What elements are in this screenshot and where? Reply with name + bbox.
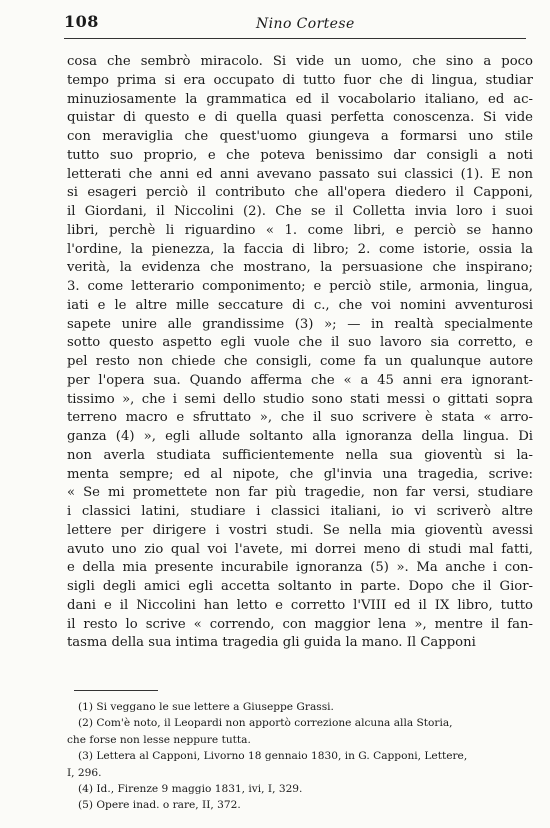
text-line: « Se mi promettete non far più tragedie, non far versi, studiare <box>67 485 533 501</box>
text-line: tissimo », che i semi dello studio sono stati messi o gittati sopra <box>67 391 533 407</box>
text-line: pel resto non chiede che consigli, come fa un qualunque autore <box>67 354 533 369</box>
text-line: libri, perchè li riguardino « 1. come libri, e perciò se hanno <box>67 222 533 238</box>
text-line: sotto questo aspetto egli vuole che il suo lavoro sia corretto, e <box>67 335 533 351</box>
text-line: verità, la evidenza che mostrano, la persuasione che inspirano; <box>67 260 533 276</box>
text-line: iati e le altre mille seccature di c., che voi nomini avventurosi <box>67 297 533 313</box>
text-line: l'ordine, la pienezza, la faccia di libro; 2. come istorie, ossia la <box>67 241 533 257</box>
text-line: ganza (4) », egli allude soltanto alla ignoranza della lingua. Di <box>67 429 533 444</box>
text-line: menta sempre; ed al nipote, che gl'invia una tragedia, scrive: <box>67 466 533 482</box>
text-line: sapete unire alle grandissime (3) »; — in realtà specialmente <box>67 316 533 332</box>
text-line: con meraviglia che quest'uomo giungeva a formarsi uno stile <box>67 129 533 144</box>
footnote-line: (2) Com'è noto, il Leopardi non apportò correzione alcuna alla Storia, <box>78 717 453 730</box>
text-line: tutto suo proprio, e che poteva benissimo dar consigli a noti <box>67 147 533 163</box>
footnote-line: (1) Si veggano le sue lettere a Giuseppe Grassi. <box>78 701 334 713</box>
text-line: avuto uno zio qual voi l'avete, mi dorrei meno di studi mal fatti, <box>67 541 533 557</box>
text-line: quistar di questo e di quella quasi perfetta conoscenza. Si vide <box>67 110 533 126</box>
text-line: i classici latini, studiare i classici italiani, io vi scriverò altre <box>67 504 533 519</box>
footnote-rule <box>74 690 158 691</box>
text-line: lettere per dirigere i vostri studi. Se nella mia gioventù avessi <box>67 522 533 538</box>
footnote-line: I, 296. <box>67 766 102 779</box>
text-line: il Giordani, il Niccolini (2). Che se il Colletta invia loro i suoi <box>67 204 533 219</box>
footnote-line: (3) Lettera al Capponi, Livorno 18 gennaio 1830, in G. Capponi, Lettere, <box>78 750 468 763</box>
page-number: 108 <box>64 12 99 31</box>
text-line: terreno macro e sfruttato », che il suo scrivere è stata « arro- <box>67 410 533 426</box>
text-line: sigli degli amici egli accetta soltanto in parte. Dopo che il Gior- <box>67 579 533 594</box>
text-line: e della mia presente incurabile ignoranza (5) ». Ma anche i con- <box>67 560 533 576</box>
footnotes <box>67 700 533 815</box>
text-line: 3. come letterario componimento; e perciò stile, armonia, lingua, <box>67 279 533 294</box>
text-line: minuziosamente la grammatica ed il vocabolario italiano, ed ac- <box>67 91 533 107</box>
text-line: si esageri perciò il contributo che all'opera diedero il Capponi, <box>67 185 533 201</box>
text-line: per l'opera sua. Quando afferma che « a 45 anni era ignorant- <box>67 372 533 388</box>
text-line: il resto lo scrive « correndo, con maggior lena », mentre il fan- <box>67 616 533 632</box>
text-line: tasma della sua intima tragedia gli guida la mano. Il Capponi <box>67 635 476 651</box>
header-rule <box>64 38 526 39</box>
text-line: non averla studiata sufficientemente nella sua gioventù si la- <box>67 447 533 463</box>
running-head: Nino Cortese <box>256 16 355 32</box>
text-line: cosa che sembrò miracolo. Si vide un uomo, che sino a poco <box>67 54 533 69</box>
footnote-line: (4) Id., Firenze 9 maggio 1831, ivi, I, 329. <box>78 782 303 795</box>
text-line: tempo prima si era occupato di tutto fuor che di lingua, studiar <box>67 72 533 88</box>
text-line: letterati che anni ed anni avevano passato sui classici (1). E non <box>67 166 533 182</box>
body-text <box>67 53 533 653</box>
footnote-line: (5) Opere inad. o rare, II, 372. <box>78 799 241 812</box>
text-line: dani e il Niccolini han letto e corretto l'VIII ed il IX libro, tutto <box>67 597 533 613</box>
footnote-line: che forse non lesse neppure tutta. <box>67 733 251 746</box>
page-header <box>0 0 550 48</box>
